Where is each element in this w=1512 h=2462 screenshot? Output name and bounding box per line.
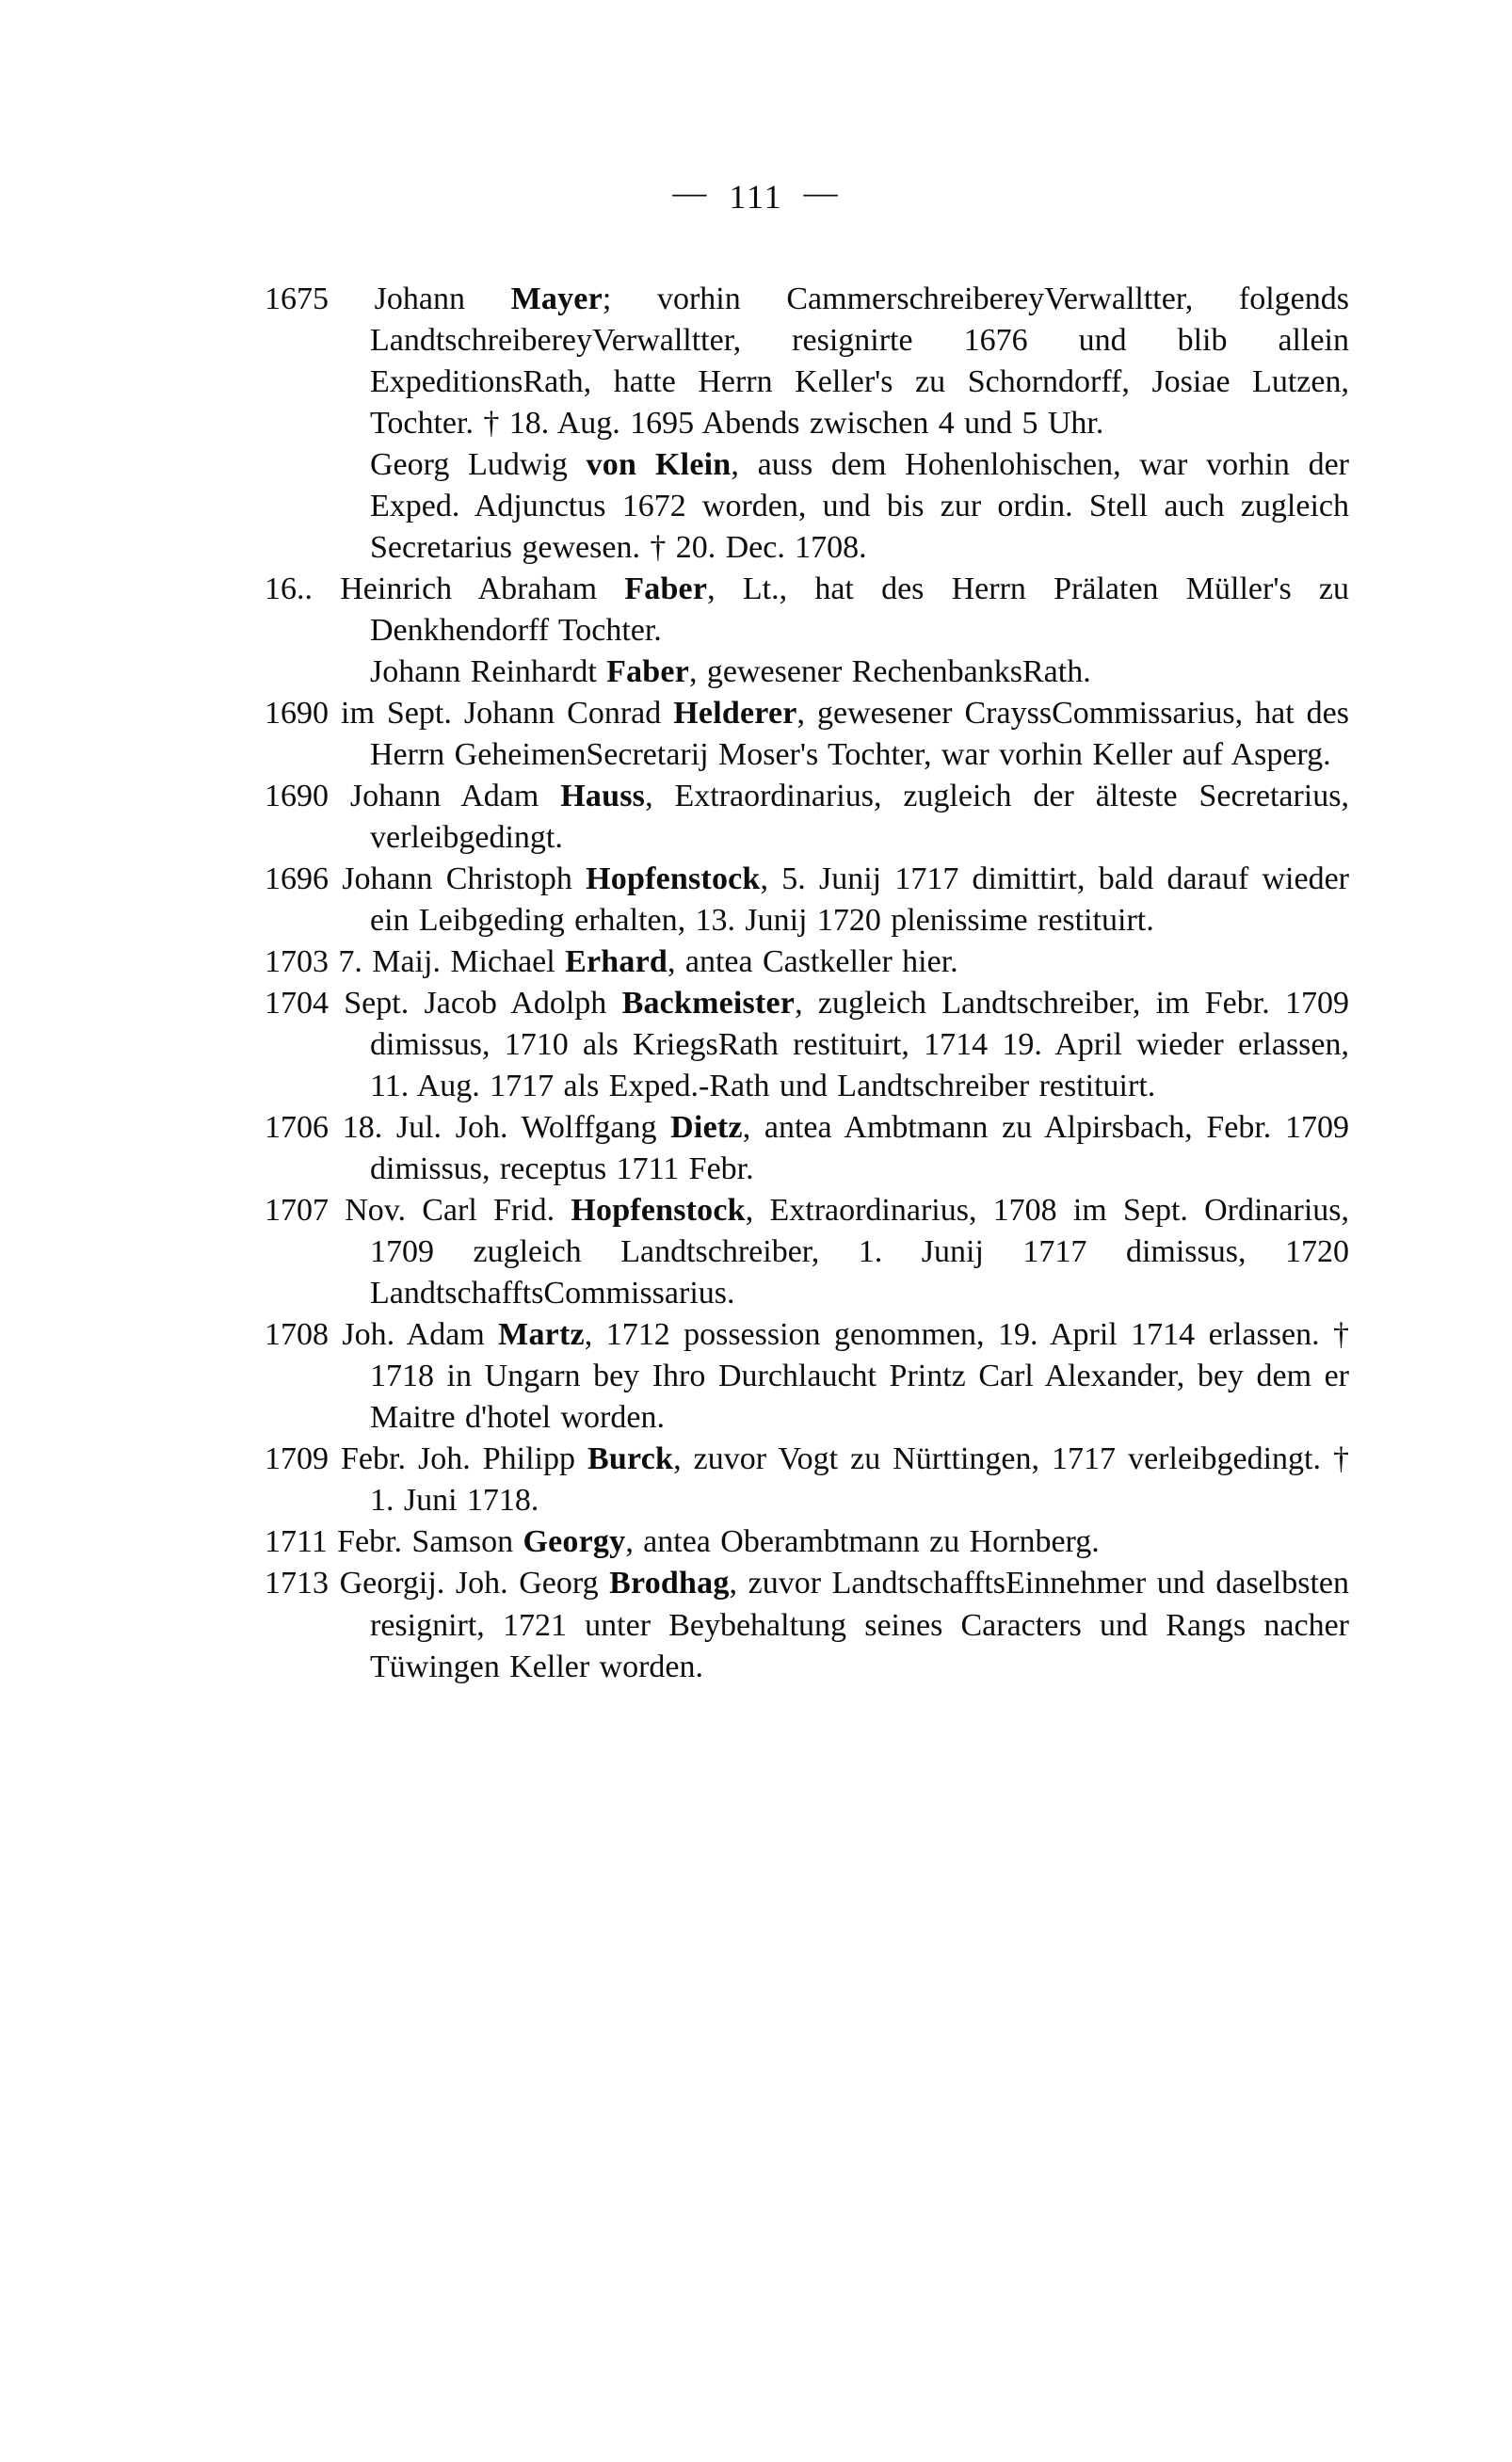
entry-1703-erhard: 1703 7. Maij. Michael Erhard, antea Castkeller hier.: [265, 944, 958, 980]
entry-1690-hauss: 1690 Johann Adam Hauss, Extraordinarius, zugleich der älteste Secretarius, verleibgedingt.: [265, 779, 1349, 856]
folio-dash-left: —: [672, 173, 709, 211]
entry-1704-backmeister: 1704 Sept. Jacob Adolph Backmeister, zugleich Landtschreiber, im Febr. 1709 dimissus, 1710 als KriegsRath restituirt, 1714 19. April wieder erlassen, 11. Aug. 1717 als Exped.-Rath und Landtschreiber restituirt.: [265, 986, 1349, 1104]
entry-1711-georgy: 1711 Febr. Samson Georgy, antea Oberambtmann zu Hornberg.: [265, 1524, 1100, 1560]
entry-1690-helderer: 1690 im Sept. Johann Conrad Helderer, gewesener CrayssCommissarius, hat des Herrn GeheimenSecretarij Moser's Tochter, war vorhin Keller auf Asperg.: [265, 696, 1350, 773]
folio-number: 111: [729, 178, 783, 216]
entry-1706-dietz: 1706 18. Jul. Joh. Wolffgang Dietz, antea Ambtmann zu Alpirsbach, Febr. 1709 dimissus, receptus 1711 Febr.: [265, 1110, 1349, 1187]
folio-dash-right: —: [803, 173, 840, 211]
entry-faber-reinhardt: Johann Reinhardt Faber, gewesener RechenbanksRath.: [370, 654, 1091, 690]
page-folio: [0, 0, 1512, 217]
entry-16xx-faber: 16.. Heinrich Abraham Faber, Lt., hat des Herrn Prälaten Müller's zu Denkhendorff Tochter.: [265, 571, 1349, 649]
entry-1708-martz: 1708 Joh. Adam Martz, 1712 possession genommen, 19. April 1714 erlassen. † 1718 in Ungarn bey Ihro Durchlaucht Printz Carl Alexander, bey dem er Maitre d'hotel worden.: [265, 1317, 1349, 1436]
entry-list: [163, 217, 1349, 1688]
entry-1709-burck: 1709 Febr. Joh. Philipp Burck, zuvor Vogt zu Nürttingen, 1717 verleibgedingt. † 1. Juni 1718.: [265, 1441, 1349, 1519]
entry-klein: Georg Ludwig von Klein, auss dem Hohenlohischen, war vorhin der Exped. Adjunctus 1672 worden, und bis zur ordin. Stell auch zugleich Secretarius gewesen. † 20. Dec. 1708.: [370, 447, 1349, 566]
entry-1675-mayer: 1675 Johann Mayer; vorhin CammerschreibereyVerwalltter, folgends LandtschreibereyVerwalltter, resignirte 1676 und blib allein ExpeditionsRath, hatte Herrn Keller's zu Schorndorff, Josiae Lutzen, Tochter. † 18. Aug. 1695 Abends zwischen 4 und 5 Uhr.: [265, 282, 1350, 442]
entry-1696-hopfenstock: 1696 Johann Christoph Hopfenstock, 5. Junij 1717 dimittirt, bald darauf wieder ein Leibgeding erhalten, 13. Junij 1720 plenissime restituirt.: [265, 861, 1350, 939]
entry-1707-hopfenstock: 1707 Nov. Carl Frid. Hopfenstock, Extraordinarius, 1708 im Sept. Ordinarius, 1709 zugleich Landtschreiber, 1. Junij 1717 dimissus, 1720 LandtschafftsCommissarius.: [265, 1193, 1349, 1311]
entry-1713-brodhag: 1713 Georgij. Joh. Georg Brodhag, zuvor LandtschafftsEinnehmer und daselbsten resignirt, 1721 unter Beybehaltung seines Caracters und Rangs nacher Tüwingen Keller worden.: [265, 1566, 1349, 1684]
